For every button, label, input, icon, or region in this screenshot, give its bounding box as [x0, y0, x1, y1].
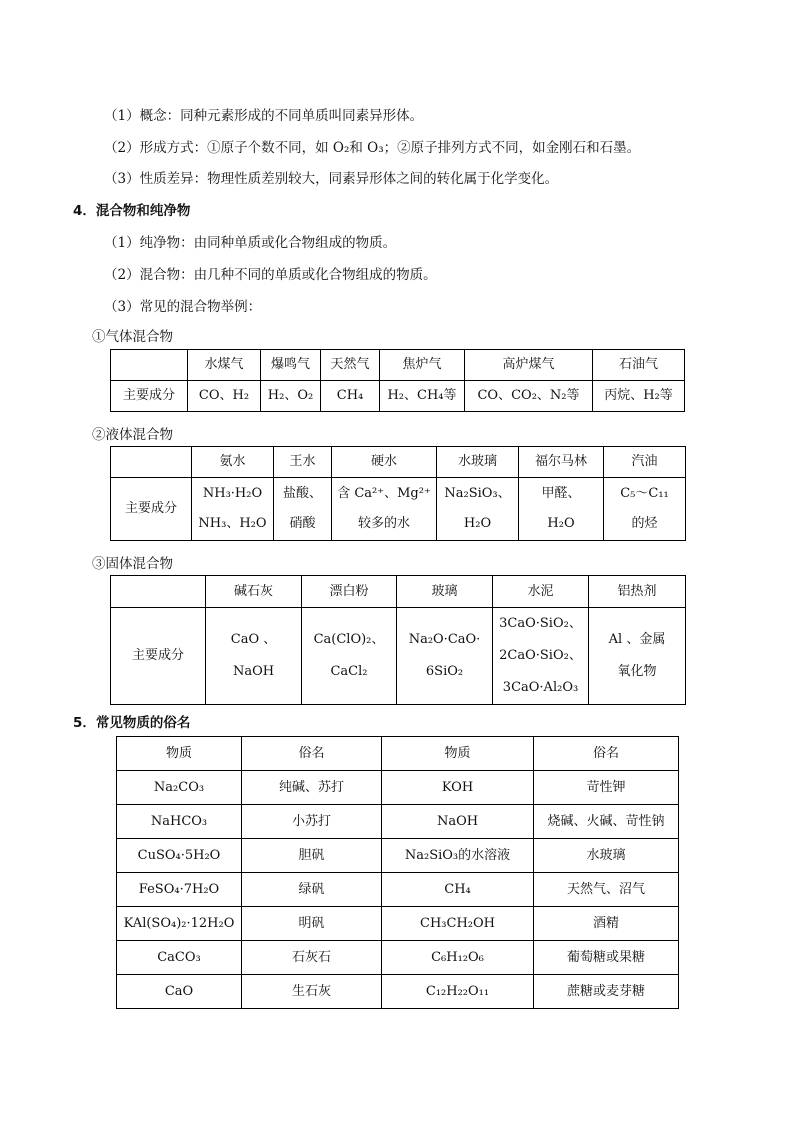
gas-header: 石油气 [593, 350, 685, 381]
liquid-header: 王水 [274, 447, 332, 478]
names-cell: 生石灰 [242, 975, 382, 1009]
gas-value: H₂、CH₄等 [380, 381, 465, 412]
liquid-value-line: 硝酸 [289, 516, 316, 531]
table-row [117, 771, 679, 805]
section4-item-1: （1）纯净物：由同种单质或化合物组成的物质。 [104, 235, 397, 251]
solid-value [302, 608, 397, 705]
section4-item-3: （3）常见的混合物举例： [104, 299, 262, 315]
gas-header: 天然气 [321, 350, 380, 381]
liquid-table [110, 446, 686, 541]
names-cell: 明矾 [242, 907, 382, 941]
solid-header: 碱石灰 [206, 576, 302, 608]
liquid-value [274, 478, 332, 541]
liquid-value-line: 含 Ca²⁺、Mg²⁺ [337, 486, 431, 501]
liquid-value-line: NH₃·H₂O [202, 486, 263, 501]
liquid-value-line: H₂O [547, 516, 575, 531]
names-cell: CuSO₄·5H₂O [117, 839, 242, 873]
solid-value-line: CaO 、 [230, 632, 277, 647]
liquid-header: 水玻璃 [437, 447, 519, 478]
table-row [117, 907, 679, 941]
solid-corner [111, 576, 206, 608]
solid-value [206, 608, 302, 705]
table-row [117, 839, 679, 873]
names-header: 俗名 [242, 737, 382, 771]
names-cell: 葡萄糖或果糖 [534, 941, 679, 975]
section5-title: 5．常见物质的俗名 [73, 715, 191, 731]
names-cell: 天然气、沼气 [534, 873, 679, 907]
names-cell: CH₃CH₂OH [382, 907, 534, 941]
liquid-value-line: H₂O [463, 516, 492, 531]
liquid-value-line: NH₃、H₂O [198, 516, 267, 531]
intro-line-3: （3）性质差异：物理性质差别较大，同素异形体之间的转化属于化学变化。 [104, 171, 559, 187]
gas-row-label: 主要成分 [111, 381, 188, 412]
names-cell: 水玻璃 [534, 839, 679, 873]
solid-value-line: NaOH [232, 664, 275, 679]
gas-corner [111, 350, 188, 381]
intro-line-1: （1）概念：同种元素形成的不同单质叫同素异形体。 [104, 108, 424, 124]
names-cell: 小苏打 [242, 805, 382, 839]
names-cell: 苛性钾 [534, 771, 679, 805]
names-header: 物质 [117, 737, 242, 771]
solid-value [589, 608, 686, 705]
names-header: 俗名 [534, 737, 679, 771]
section4-item-2: （2）混合物：由几种不同的单质或化合物组成的物质。 [104, 267, 437, 283]
gas-table [110, 349, 685, 412]
gas-header: 爆鸣气 [261, 350, 321, 381]
liquid-header: 硬水 [332, 447, 437, 478]
liquid-value-line: Na₂SiO₃、 [444, 486, 511, 501]
names-cell: 酒精 [534, 907, 679, 941]
liquid-value-line: 较多的水 [357, 516, 410, 531]
section4-title: 4．混合物和纯净物 [73, 203, 191, 219]
solid-value-line: 氧化物 [617, 664, 657, 679]
gas-value: 丙烷、H₂等 [593, 381, 685, 412]
solid-table [110, 575, 686, 705]
solid-value-line: 3CaO·SiO₂、 [499, 616, 582, 631]
solid-value-line: Al 、金属 [608, 632, 666, 647]
liquid-label: ②液体混合物 [92, 427, 173, 443]
gas-value: CO、CO₂、N₂等 [465, 381, 593, 412]
names-header: 物质 [382, 737, 534, 771]
liquid-header: 福尔马林 [519, 447, 604, 478]
solid-value-line: 2CaO·SiO₂、 [499, 648, 582, 663]
gas-value: H₂、O₂ [261, 381, 321, 412]
solid-value [397, 608, 493, 705]
gas-header: 高炉煤气 [465, 350, 593, 381]
solid-label: ③固体混合物 [92, 556, 173, 572]
solid-value [493, 608, 589, 705]
names-cell: 绿矾 [242, 873, 382, 907]
solid-value-line: Na₂O·CaO· [408, 632, 481, 647]
names-cell: 纯碱、苏打 [242, 771, 382, 805]
liquid-corner [111, 447, 192, 478]
solid-header: 玻璃 [397, 576, 493, 608]
names-cell: KOH [382, 771, 534, 805]
names-cell: NaOH [382, 805, 534, 839]
names-cell: FeSO₄·7H₂O [117, 873, 242, 907]
table-row [117, 805, 679, 839]
names-table [116, 736, 679, 1009]
names-cell: C₁₂H₂₂O₁₁ [382, 975, 534, 1009]
gas-label: ①气体混合物 [92, 329, 173, 345]
solid-header: 漂白粉 [302, 576, 397, 608]
names-cell: 烧碱、火碱、苛性钠 [534, 805, 679, 839]
solid-value-line: Ca(ClO)₂、 [313, 632, 385, 647]
liquid-header: 汽油 [604, 447, 686, 478]
liquid-value-line: 甲醛、 [541, 486, 581, 501]
gas-header: 水煤气 [188, 350, 261, 381]
intro-line-2: （2）形成方式：①原子个数不同，如 O₂和 O₃；②原子排列方式不同，如金刚石和石墨。 [104, 140, 641, 156]
solid-row-label: 主要成分 [111, 608, 206, 705]
solid-value-line: CaCl₂ [330, 664, 368, 679]
solid-header: 水泥 [493, 576, 589, 608]
names-cell: 石灰石 [242, 941, 382, 975]
names-cell: NaHCO₃ [117, 805, 242, 839]
liquid-value [604, 478, 686, 541]
liquid-header: 氨水 [192, 447, 274, 478]
solid-value-line: 6SiO₂ [425, 664, 464, 679]
liquid-value [437, 478, 519, 541]
liquid-value [192, 478, 274, 541]
names-cell: C₆H₁₂O₆ [382, 941, 534, 975]
names-cell: CaCO₃ [117, 941, 242, 975]
liquid-value-line: 的烃 [631, 516, 658, 531]
names-cell: CaO [117, 975, 242, 1009]
names-cell: Na₂CO₃ [117, 771, 242, 805]
gas-value: CO、H₂ [188, 381, 261, 412]
liquid-value-line: 盐酸、 [282, 486, 322, 501]
gas-header: 焦炉气 [380, 350, 465, 381]
gas-value: CH₄ [321, 381, 380, 412]
liquid-value-line: C₅～C₁₁ [620, 486, 669, 501]
table-row [117, 873, 679, 907]
liquid-value [332, 478, 437, 541]
table-row [117, 941, 679, 975]
liquid-value [519, 478, 604, 541]
table-row [117, 975, 679, 1009]
names-cell: 胆矾 [242, 839, 382, 873]
solid-value-line: 3CaO·Al₂O₃ [502, 680, 579, 695]
liquid-row-label: 主要成分 [111, 478, 192, 541]
solid-header: 铝热剂 [589, 576, 686, 608]
names-cell: Na₂SiO₃的水溶液 [382, 839, 534, 873]
names-cell: CH₄ [382, 873, 534, 907]
names-cell: KAl(SO₄)₂·12H₂O [117, 907, 242, 941]
names-cell: 蔗糖或麦芽糖 [534, 975, 679, 1009]
